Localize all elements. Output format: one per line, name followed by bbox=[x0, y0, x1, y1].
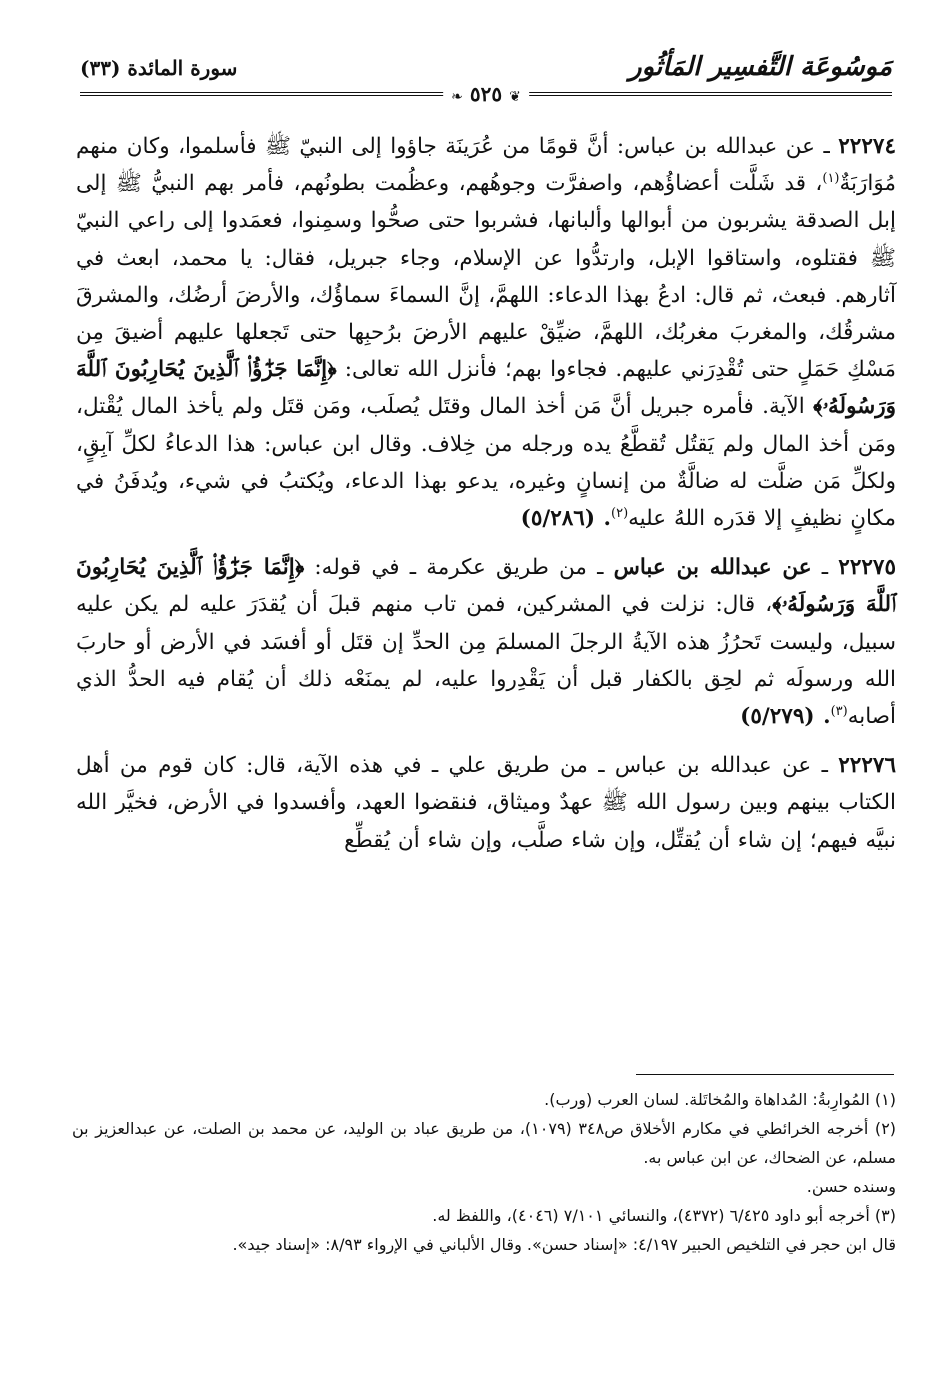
ornament-left-icon: ❧ bbox=[451, 89, 463, 105]
hadith-text bbox=[76, 134, 896, 531]
text-segment: ـ عن عبدالله بن عباس ـ من طريق علي ـ في هذه الآية، قال: كان قوم من أهل الكتاب بينهم وبين رسول الله ﷺ عهدٌ وميثاق، فنقضوا العهد، وأفسدوا في الأرض، فخيَّر الله نبيَّه فيهم؛ إن شاء أن يُقتِّل، وإن شاء صلَّب، وإن شاء أن يُقطِّع bbox=[76, 753, 896, 853]
text-segment: الآية. فأمره جبريل أنَّ مَن أخذ المال وقتَل يُصلَب، ومَن قتَل ولم يأخذ المال يُقْتل، ومَن أخذ المال ولم يَقتُل تُقطَّعُ يده ورجله من خِلاف. وقال ابن عباس: هذا الدعاءُ لكلِّ آبِقٍ، ولكلِّ مَن ضلَّت له ضالَّةٌ من إنسانٍ وغيره، يدعو بهذا الدعاء، ويُكتبُ في شيء، ويُدفَنُ في مكانٍ نظيفٍ إلا قدَره اللهُ عليه bbox=[76, 394, 896, 532]
footnotes bbox=[72, 1085, 896, 1259]
hadith-number: ٢٢٢٧٥ bbox=[838, 555, 897, 581]
text-segment: ـ bbox=[811, 555, 839, 581]
quran-verse: ﴿إِنَّمَا جَزَٰٓؤُا۟ ٱلَّذِينَ يُحَارِبُونَ ٱللَّهَ وَرَسُولَهُۥ﴾ bbox=[76, 357, 896, 420]
text-segment: ، قد شَلَّت أعضاؤُهم، واصفرَّت وجوهُهم، وعظُمت بطونُهم، فأمر بهم النبيُّ ﷺ إلى إبل الصدقة يشربون من أبوالها وألبانها، فشربوا حتى صحُّوا وسمِنوا، فعمَدوا إلى راعي النبيّ ﷺ فقتلوه، واستاقوا الإبل، وارتدُّوا عن الإسلام، وجاء جبريل، فقال: يا محمد، ابعث في آثارهم. فبعث، ثم قال: ادعُ بهذا الدعاء: اللهمَّ، إنَّ السماءَ سماؤُك، والأرضَ أرضُك، والمشرقَ مشرقُك، والمغربَ مغربُك، اللهمَّ، ضيِّقْ عليهم الأرضَ برُحبِها حتى تَجعلها عليهم أضيقَ مِن مَسْكِ حَمَلٍ حتى تُقْدِرَني عليهم. فجاءوا بهم؛ فأنزل الله تعالى: bbox=[76, 171, 896, 383]
page-number: ٥٢٥ bbox=[469, 82, 503, 106]
text-segment: ، قال: نزلت في المشركين، فمن تاب منهم قبلَ أن يُقدَرَ عليه لم يكن عليه سبيل، وليست تَحرُزُ هذه الآيةُ الرجلَ المسلمَ مِن الحدِّ إن قتَل أو أفسَد في الأرض أو حاربَ الله ورسولَه ثم لحِق بالكفار قبل أن يَقْدِروا عليه، لم يمنَعْه ذلك أن يُقام فيه الحدُّ الذي أصابه bbox=[76, 592, 896, 730]
text-segment: ـ عن عبدالله بن عباس: أنَّ قومًا من عُرَينَة جاؤوا إلى النبيّ ﷺ فأسلموا، وكان منهم مُوَارَبَةٌ bbox=[76, 134, 896, 197]
footnote-2: (٢) أخرجه الخرائطي في مكارم الأخلاق ص٣٤٨ (١٠٧٩)، من طريق عباد بن الوليد، عن محمد بن الصلت، عن عبدالعزيز بن مسلم، عن الضحاك، عن ابن عباس به. bbox=[72, 1119, 897, 1167]
footnote-ref[interactable]: (١) bbox=[822, 171, 840, 187]
text-segment: ـ من طريق عكرمة ـ في قوله: bbox=[304, 555, 614, 581]
footnote-ref[interactable]: (٢) bbox=[611, 505, 629, 521]
footnote-3-grade: قال ابن حجر في التلخيص الحبير ٤/١٩٧: «إسناد حسن». وقال الألباني في الإرواء ٨/٩٣: «إسناد جيد». bbox=[232, 1235, 896, 1254]
volume-page-ref: . (٥/٢٧٩) bbox=[740, 704, 831, 730]
hadith-number: ٢٢٢٧٤ bbox=[838, 134, 896, 159]
footnote-3: (٣) أخرجه أبو داود ٦/٤٢٥ (٤٣٧٢)، والنسائي ٧/١٠١ (٤٠٤٦)، واللفظ له. bbox=[432, 1206, 896, 1225]
page-header bbox=[80, 52, 892, 106]
hadith-text bbox=[76, 753, 896, 852]
narrator-name: عن عبدالله بن عباس bbox=[613, 555, 812, 581]
footnote-separator bbox=[636, 1074, 894, 1075]
hadith-paragraph bbox=[76, 128, 896, 537]
hadith-text bbox=[76, 555, 896, 729]
volume-page-ref: . (٥/٢٨٦) bbox=[520, 506, 612, 532]
page-number-box bbox=[443, 82, 529, 106]
quran-verse: ﴿إِنَّمَا جَزَٰٓؤُا۟ ٱلَّذِينَ يُحَارِبُونَ ٱللَّهَ وَرَسُولَهُۥ﴾ bbox=[76, 555, 897, 618]
main-text bbox=[76, 128, 896, 871]
book-title: مَوسُوعَة التَّفسِير المَأثُور bbox=[629, 52, 892, 82]
footnote-ref[interactable]: (٣) bbox=[830, 703, 848, 719]
hadith-paragraph bbox=[76, 549, 896, 735]
hadith-paragraph bbox=[76, 747, 896, 859]
hadith-number: ٢٢٢٧٦ bbox=[838, 753, 896, 779]
footnote-2-grade: وسنده حسن. bbox=[806, 1177, 896, 1196]
footnote-1: (١) المُوارِبةُ: المُداهاة والمُخاتَلة. لسان العرب (ورب). bbox=[544, 1090, 896, 1109]
surah-title: سورة المائدة (٣٣) bbox=[80, 56, 238, 80]
ornament-right-icon: ❦ bbox=[509, 89, 521, 105]
